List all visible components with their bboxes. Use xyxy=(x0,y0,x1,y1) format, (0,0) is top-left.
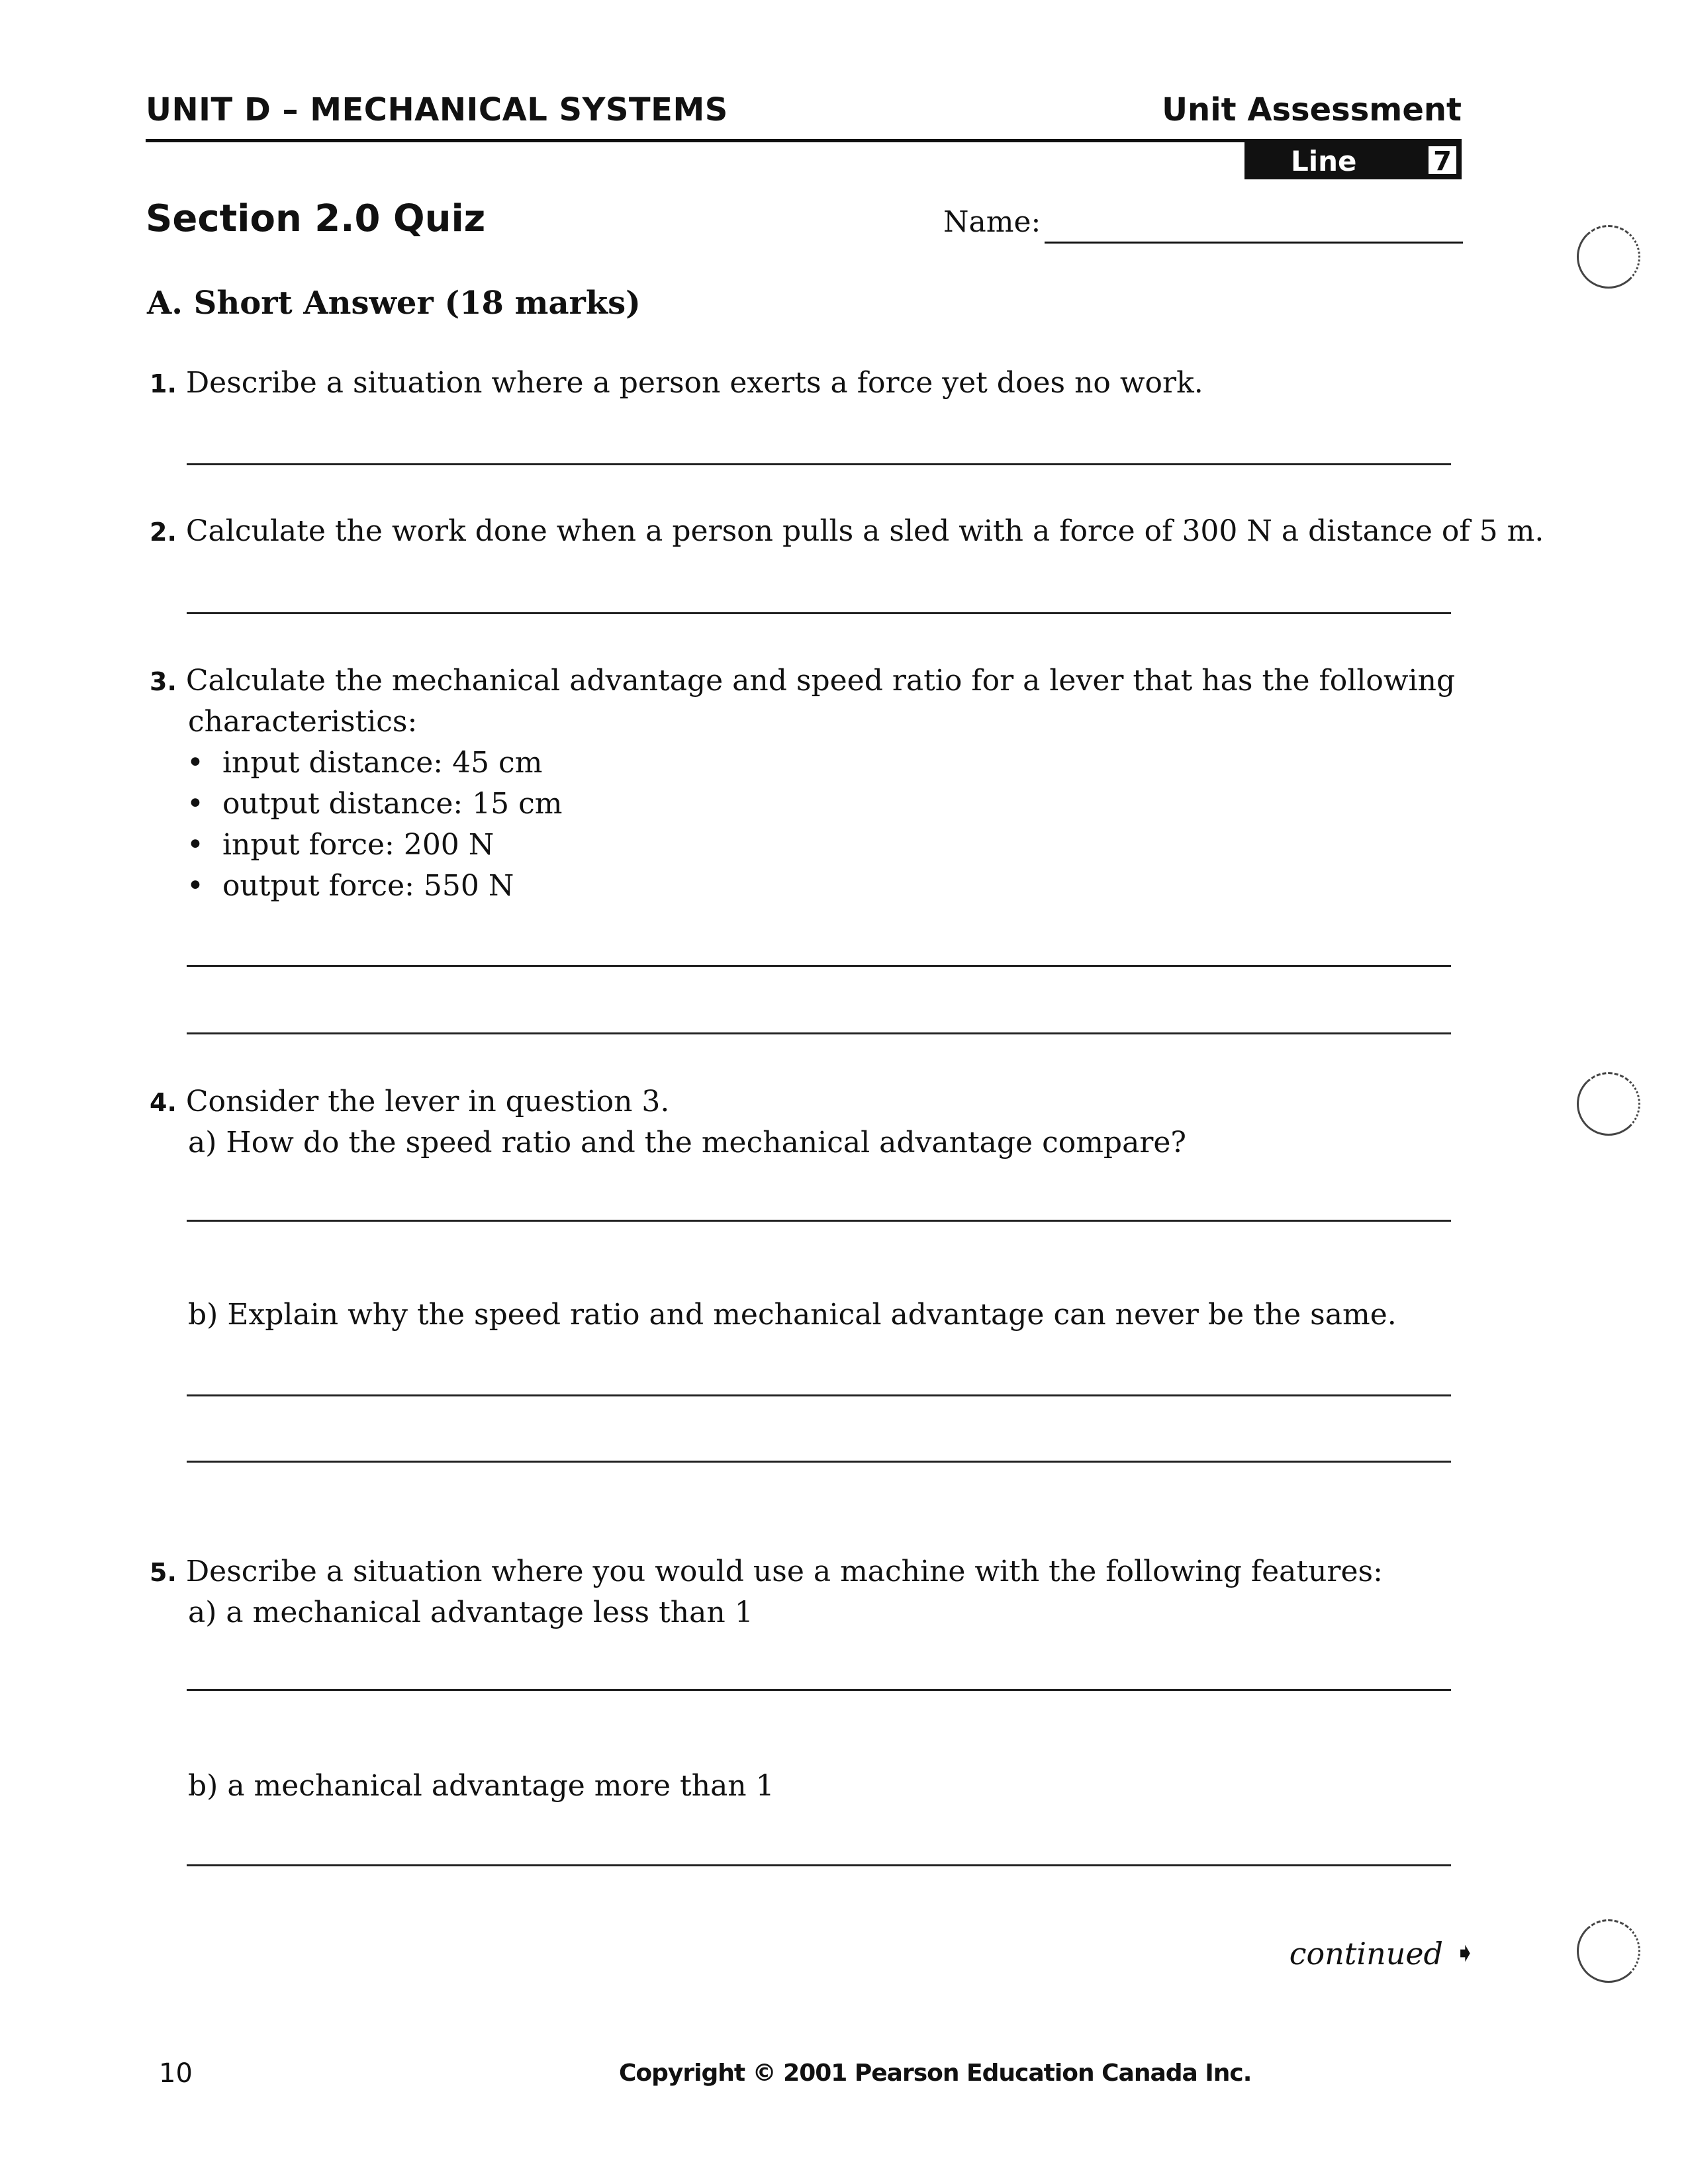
question-number: 2. xyxy=(150,518,177,547)
question-text: Consider the lever in question 3. xyxy=(185,1085,670,1118)
question-4a: a) How do the speed ratio and the mechanical advantage compare? xyxy=(188,1126,1186,1160)
list-item: • input force: 200 N xyxy=(187,828,494,862)
question-4b: b) Explain why the speed ratio and mechanical advantage can never be the same. xyxy=(188,1298,1397,1332)
answer-line[interactable] xyxy=(187,1394,1451,1396)
question-number: 3. xyxy=(150,667,177,696)
answer-line[interactable] xyxy=(187,1032,1451,1034)
answer-line[interactable] xyxy=(187,1864,1451,1866)
punch-hole-icon xyxy=(1577,1072,1640,1136)
punch-hole-icon xyxy=(1577,225,1640,289)
unit-assessment-label: Unit Assessment xyxy=(1162,91,1462,128)
line-master-number: 7 xyxy=(1427,145,1458,175)
question-3 xyxy=(150,660,1455,702)
answer-line[interactable] xyxy=(187,965,1451,967)
question-2 xyxy=(150,511,1544,553)
name-label: Name: xyxy=(943,205,1041,239)
question-text-continued: characteristics: xyxy=(188,705,418,739)
question-number: 4. xyxy=(150,1088,177,1117)
question-text: Calculate the mechanical advantage and speed ratio for a lever that has the following xyxy=(185,664,1456,698)
question-5b: b) a mechanical advantage more than 1 xyxy=(188,1769,774,1803)
section-a-heading: A. Short Answer (18 marks) xyxy=(147,285,641,322)
question-number: 1. xyxy=(150,369,177,398)
list-item: • output distance: 15 cm xyxy=(187,787,563,821)
question-number: 5. xyxy=(150,1558,177,1587)
continued-arrow-icon: ➧ xyxy=(1454,1938,1476,1968)
list-item: • input distance: 45 cm xyxy=(187,746,543,780)
answer-line[interactable] xyxy=(187,1689,1451,1691)
continued-label: continued xyxy=(1289,1936,1443,1972)
answer-line[interactable] xyxy=(187,1461,1451,1463)
characteristics-list xyxy=(187,743,563,907)
answer-line[interactable] xyxy=(187,1220,1451,1222)
question-5 xyxy=(150,1551,1383,1593)
answer-line[interactable] xyxy=(187,612,1451,614)
unit-title: UNIT D – MECHANICAL SYSTEMS xyxy=(146,91,728,128)
question-text: Calculate the work done when a person pulls a sled with a force of 300 N a distance of 5 m. xyxy=(185,514,1544,548)
page-number: 10 xyxy=(159,2058,193,2089)
answer-line[interactable] xyxy=(187,463,1451,465)
line-master-label: Line Master xyxy=(1291,145,1400,210)
copyright: Copyright © 2001 Pearson Education Canada Inc. xyxy=(619,2060,1252,2087)
question-4 xyxy=(150,1081,669,1123)
punch-hole-icon xyxy=(1577,1919,1640,1983)
line-master-badge xyxy=(1244,142,1462,210)
question-5a: a) a mechanical advantage less than 1 xyxy=(188,1596,753,1629)
quiz-title: Section 2.0 Quiz xyxy=(146,197,486,240)
name-field[interactable] xyxy=(1045,242,1463,244)
question-text: Describe a situation where a person exerts a force yet does no work. xyxy=(185,366,1203,400)
list-item: • output force: 550 N xyxy=(187,869,514,903)
question-text: Describe a situation where you would use a machine with the following features: xyxy=(185,1555,1383,1588)
question-1 xyxy=(150,363,1203,404)
